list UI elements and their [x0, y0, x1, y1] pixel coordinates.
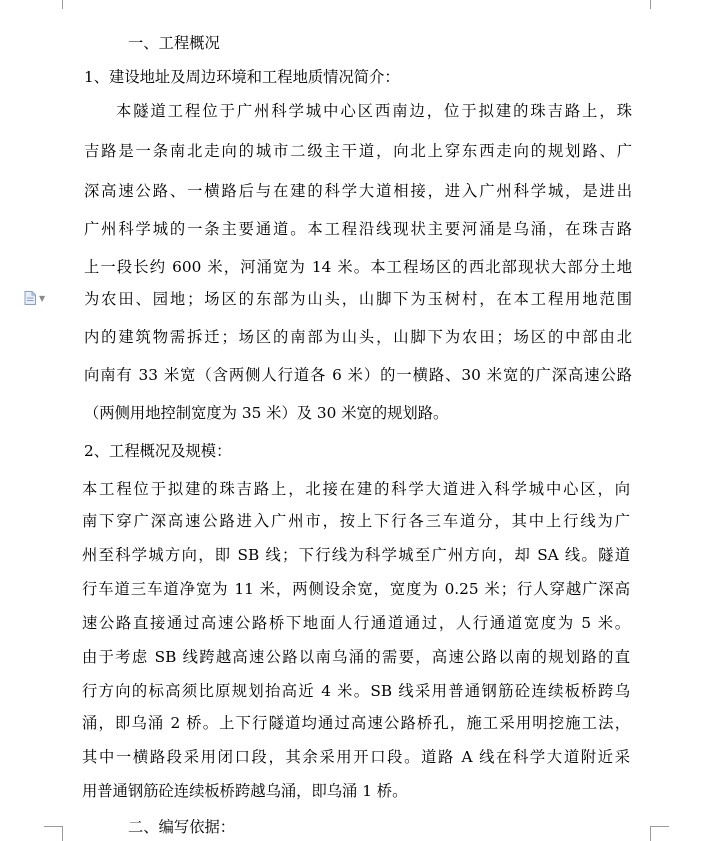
chevron-down-icon: ▼ [39, 293, 46, 303]
text-line: 一、工程概况 [128, 34, 220, 52]
text-line: 本隧道工程位于广州科学城中心区西南边，位于拟建的珠吉路上，珠 [116, 102, 632, 120]
document-icon [24, 291, 36, 305]
text-line: 涌，即乌涌 2 桥。上下行隧道均通过高速公路桥孔，施工采用明挖施工法， [82, 714, 630, 732]
text-line: 行车道三车道净宽为 11 米，两侧设余宽，宽度为 0.25 米；行人穿越广深高 [82, 580, 630, 598]
text-line: 本工程位于拟建的珠吉路上，北接在建的科学大道进入科学城中心区，向 [82, 480, 630, 498]
text-line: 广州科学城的一条主要通道。本工程沿线现状主要河涌是乌涌，在珠吉路 [84, 220, 632, 238]
text-line: 南下穿广深高速公路进入广州市，按上下行各三车道分，其中上行线为广 [82, 512, 630, 530]
text-line: 深高速公路、一横路后与在建的科学大道相接，进入广州科学城，是进出 [84, 182, 632, 200]
text-line: （两侧用地控制宽度为 35 米）及 30 米宽的规划路。 [84, 404, 449, 422]
text-line: 内的建筑物需拆迁；场区的南部为山头，山脚下为农田；场区的中部由北 [84, 328, 632, 346]
text-line: 为农田、园地；场区的东部为山头，山脚下为玉树村，在本工程用地范围 [84, 290, 632, 308]
text-line: 1、建设地址及周边环境和工程地质情况简介： [84, 68, 400, 86]
text-line: 向南有 33 米宽（含两侧人行道各 6 米）的一横路、30 米宽的广深高速公路 [84, 366, 632, 384]
text-line: 速公路直接通过高速公路桥下地面人行通道通过，人行通道宽度为 5 米。 [82, 614, 630, 632]
paragraph-options-button[interactable] [24, 290, 50, 306]
text-line: 行方向的标高须比原规划抬高近 4 米。SB 线采用普通钢筋砼连续板桥跨乌 [82, 682, 630, 700]
text-line: 由于考虑 SB 线跨越高速公路以南乌涌的需要，高速公路以南的规划路的直 [82, 648, 630, 666]
crop-mark-top-left [44, 0, 63, 9]
text-line: 2、工程概况及规模： [84, 442, 232, 460]
text-line: 其中一横路段采用闭口段，其余采用开口段。道路 A 线在科学大道附近采 [82, 748, 630, 766]
text-line: 二、编写依据： [128, 818, 236, 836]
text-line: 上一段长约 600 米，河涌宽为 14 米。本工程场区的西北部现状大部分土地 [84, 258, 632, 276]
text-line: 吉路是一条南北走向的城市二级主干道，向北上穿东西走向的规划路、广 [84, 142, 632, 160]
text-line: 州至科学城方向，即 SB 线；下行线为科学城至广州方向，却 SA 线。隧道 [82, 546, 630, 564]
text-line: 用普通钢筋砼连续板桥跨越乌涌，即乌涌 1 桥。 [82, 782, 408, 800]
crop-mark-top-right [650, 0, 669, 9]
